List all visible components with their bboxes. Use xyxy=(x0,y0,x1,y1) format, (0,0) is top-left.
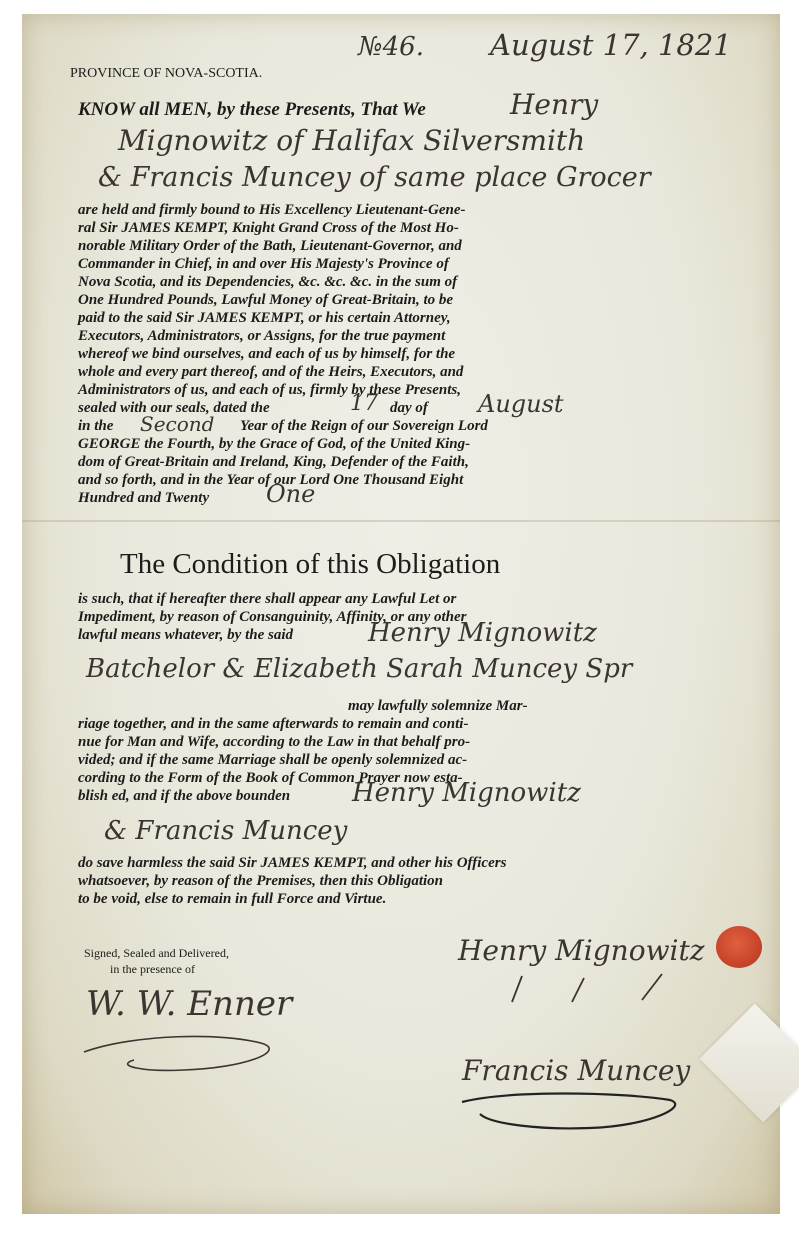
regnal-year-value: Second xyxy=(140,412,215,436)
month-value: August xyxy=(478,390,564,418)
condition-line: riage together, and in the same afterwards to remain and conti- xyxy=(78,716,469,732)
day-of-text: day of xyxy=(390,400,428,416)
sealed-text: sealed with our seals, dated the xyxy=(78,400,270,416)
bond-line: norable Military Order of the Bath, Lieutenant-Governor, and xyxy=(78,238,462,254)
signer1-signature: Henry Mignowitz xyxy=(458,934,705,967)
bond-line: ral Sir JAMES KEMPT, Knight Grand Cross of the Most Ho- xyxy=(78,220,459,236)
condition-line: cording to the Form of the Book of Common Prayer now esta- xyxy=(78,770,463,786)
bond-line: are held and firmly bound to His Excellency Lieutenant-Gene- xyxy=(78,202,466,218)
bond-line: dom of Great-Britain and Ireland, King, Defender of the Faith, xyxy=(78,454,469,470)
bond-line: One Hundred Pounds, Lawful Money of Great-Britain, to be xyxy=(78,292,454,308)
bond-intro: KNOW all MEN, by these Presents, That We xyxy=(78,99,426,120)
obligor-name-1: Henry xyxy=(510,88,599,121)
obligor-line-2: Mignowitz of Halifax Silversmith xyxy=(118,124,586,157)
bounden-name-2: & Francis Muncey xyxy=(104,816,348,846)
condition-line: vided; and if the same Marriage shall be openly solemnized ac- xyxy=(78,752,468,768)
bond-line: Administrators of us, and each of us, firmly by these Presents, xyxy=(78,382,461,398)
witness-label-2: in the presence of xyxy=(110,962,195,976)
bond-line: whole and every part thereof, and of the Heirs, Executors, and xyxy=(78,364,464,380)
signer2-signature: Francis Muncey xyxy=(462,1054,691,1087)
condition-line: is such, that if hereafter there shall appear any Lawful Let or xyxy=(78,591,457,607)
province-title: PROVINCE OF NOVA-SCOTIA. xyxy=(70,66,263,81)
bond-document xyxy=(22,14,780,1214)
wax-seal xyxy=(716,926,762,968)
document-date: August 17, 1821 xyxy=(490,28,732,62)
bond-line: paid to the said Sir JAMES KEMPT, or his certain Attorney, xyxy=(78,310,451,326)
lawful-text: lawful means whatever, by the said xyxy=(78,627,294,643)
bond-line: and so forth, and in the Year of our Lord One Thousand Eight xyxy=(78,472,464,488)
witness-signature: W. W. Enner xyxy=(86,984,293,1024)
parties-line: Batchelor & Elizabeth Sarah Muncey Spr xyxy=(86,654,633,684)
year-value: One xyxy=(266,480,316,508)
condition-line: may lawfully solemnize Mar- xyxy=(348,698,528,714)
witness-flourish xyxy=(74,1024,294,1074)
bounden-name-1: Henry Mignowitz xyxy=(352,778,581,808)
bond-line: Commander in Chief, in and over His Majesty's Province of xyxy=(78,256,449,272)
bond-line: GEORGE the Fourth, by the Grace of God, of the United King- xyxy=(78,436,471,452)
fold-line xyxy=(22,520,780,522)
bond-line: Executors, Administrators, or Assigns, for the true payment xyxy=(78,328,446,344)
condition-line: nue for Man and Wife, according to the Law in that behalf pro- xyxy=(78,734,471,750)
obligor-line-3: & Francis Muncey of same place Grocer xyxy=(98,162,651,193)
reign-text: Year of the Reign of our Sovereign Lord xyxy=(240,418,488,434)
hundred-text: Hundred and Twenty xyxy=(78,490,210,506)
signer2-flourish xyxy=(450,1084,690,1134)
condition-line: Impediment, by reason of Consanguinity, Affinity, or any other xyxy=(78,609,467,625)
bond-line: Nova Scotia, and its Dependencies, &c. &c. &c. in the sum of xyxy=(78,274,458,290)
day-value: 17 xyxy=(350,391,378,416)
bounden-text: blish ed, and if the above bounden xyxy=(78,788,291,804)
witness-label-1: Signed, Sealed and Delivered, xyxy=(84,946,229,960)
bond-line: whereof we bind ourselves, and each of us by himself, for the xyxy=(78,346,456,362)
folded-corner xyxy=(700,1004,799,1123)
condition-heading: The Condition of this Obligation xyxy=(120,548,501,580)
condition-line: to be void, else to remain in full Force and Virtue. xyxy=(78,891,387,907)
in-the-text: in the xyxy=(78,418,114,434)
document-number: №46. xyxy=(358,32,424,62)
groom-name: Henry Mignowitz xyxy=(368,618,597,648)
signer1-flourish xyxy=(492,966,692,1010)
condition-line: whatsoever, by reason of the Premises, then this Obligation xyxy=(78,873,444,889)
condition-line: do save harmless the said Sir JAMES KEMPT, and other his Officers xyxy=(78,855,507,871)
